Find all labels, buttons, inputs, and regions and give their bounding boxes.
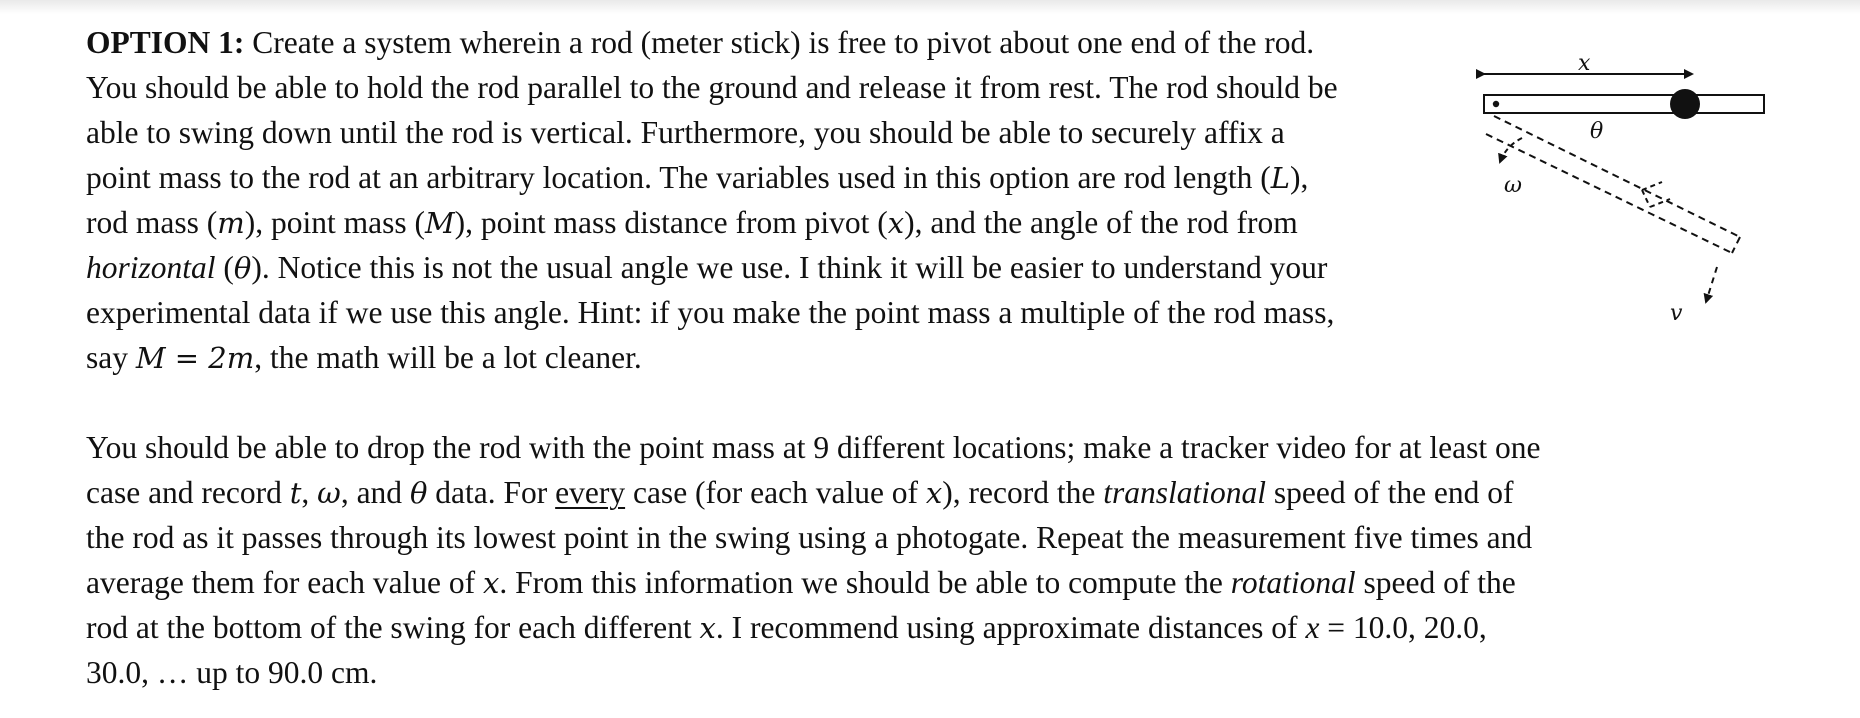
label-v: v (1670, 301, 1683, 326)
top-edge-shadow (0, 0, 1860, 14)
p2-text: You should be able to drop the rod with the point mass at 9 different locations; make a tracker video for at least one (86, 430, 1541, 465)
rod-pivot-diagram (1470, 40, 1770, 340)
var-x: x (483, 566, 500, 600)
p2-text: data. For (427, 475, 556, 510)
p2-text: ), record the (942, 475, 1104, 510)
p1-line-2 (86, 65, 1338, 110)
p1-text: , the math will be a lot cleaner. (254, 340, 642, 375)
p2-line-6 (86, 650, 1540, 695)
p1-text: point mass to the rod at an arbitrary location. The variables used in this option are rod length ( (86, 160, 1271, 195)
p2-text: = 10.0, 20.0, (1319, 610, 1487, 645)
p1-line-1 (86, 20, 1338, 65)
label-x: x (1578, 51, 1591, 76)
var-x: x (699, 611, 716, 645)
velocity-arrow (1706, 267, 1717, 302)
p1-line-3 (86, 110, 1338, 155)
p1-text: You should be able to hold the rod parallel to the ground and release it from rest. The rod should be (86, 70, 1338, 105)
paragraph-procedure (86, 425, 1540, 695)
p1-text: ), (1290, 160, 1309, 195)
underlined-every: every (555, 475, 626, 510)
pivot-point (1493, 101, 1499, 107)
p1-text: experimental data if we use this angle. Hint: if you make the point mass a multiple of the rod mass, (86, 295, 1335, 330)
p1-text: ). Notice this is not the usual angle we use. I think it will be easier to understand your (251, 250, 1328, 285)
var-m: m (217, 206, 245, 240)
p1-text: ), point mass distance from pivot ( (454, 205, 888, 240)
p1-text: say (86, 340, 136, 375)
p2-text: rod at the bottom of the swing for each different (86, 610, 700, 645)
var-M: M (424, 206, 455, 240)
p1-line-8 (86, 335, 1338, 380)
italic-translational: translational (1103, 475, 1266, 510)
equation-M-2m: M = 2m (135, 341, 255, 375)
label-theta: θ (1590, 119, 1604, 144)
p2-text: speed of the end of (1265, 475, 1514, 510)
p2-text: case (for each value of (625, 475, 926, 510)
paragraph-option-1 (86, 20, 1338, 380)
rod (1484, 95, 1764, 113)
label-omega: ω (1504, 173, 1522, 198)
p2-line-1 (86, 425, 1540, 470)
p2-text: speed of the (1355, 565, 1516, 600)
var-omega: ω (317, 476, 341, 510)
p2-text: case and record (86, 475, 290, 510)
p1-text: rod mass ( (86, 205, 218, 240)
p2-line-2 (86, 470, 1540, 515)
var-L: L (1270, 161, 1291, 195)
p2-line-5 (86, 605, 1540, 650)
p2-line-4 (86, 560, 1540, 605)
p2-text: . I recommend using approximate distances of (715, 610, 1306, 645)
p1-text: ), and the angle of the rod from (904, 205, 1298, 240)
var-x: x (925, 476, 943, 510)
option-heading: OPTION 1: (86, 25, 245, 60)
p2-text: 30.0, … up to 90.0 cm. (86, 655, 378, 690)
var-theta: θ (409, 476, 428, 510)
italic-rotational: rotational (1230, 565, 1356, 600)
p1-line-7 (86, 290, 1338, 335)
rotated-mass-outline (1642, 182, 1670, 207)
p1-line-4 (86, 155, 1338, 200)
p2-text: , and (340, 475, 410, 510)
p1-text: able to swing down until the rod is vertical. Furthermore, you should be able to securely affix a (86, 115, 1285, 150)
var-theta: θ (233, 251, 252, 285)
p1-italic-horizontal: horizontal (86, 250, 216, 285)
point-mass (1670, 89, 1700, 119)
rotated-rod-outline (1486, 116, 1740, 253)
p2-text: , (301, 475, 318, 510)
var-x-italic: x (1305, 610, 1320, 645)
p1-text: ( (215, 250, 234, 285)
p2-line-3 (86, 515, 1540, 560)
p1-line-6 (86, 245, 1338, 290)
p2-text: . From this information we should be able to compute the (499, 565, 1231, 600)
var-x: x (887, 206, 905, 240)
p2-text: the rod as it passes through its lowest point in the swing using a photogate. Repeat the measurement five times and (86, 520, 1533, 555)
p1-text: Create a system wherein a rod (meter stick) is free to pivot about one end of the rod. (244, 25, 1315, 60)
p1-text: ), point mass ( (244, 205, 425, 240)
var-t: t (289, 476, 302, 510)
p2-text: average them for each value of (86, 565, 484, 600)
p1-line-5 (86, 200, 1338, 245)
